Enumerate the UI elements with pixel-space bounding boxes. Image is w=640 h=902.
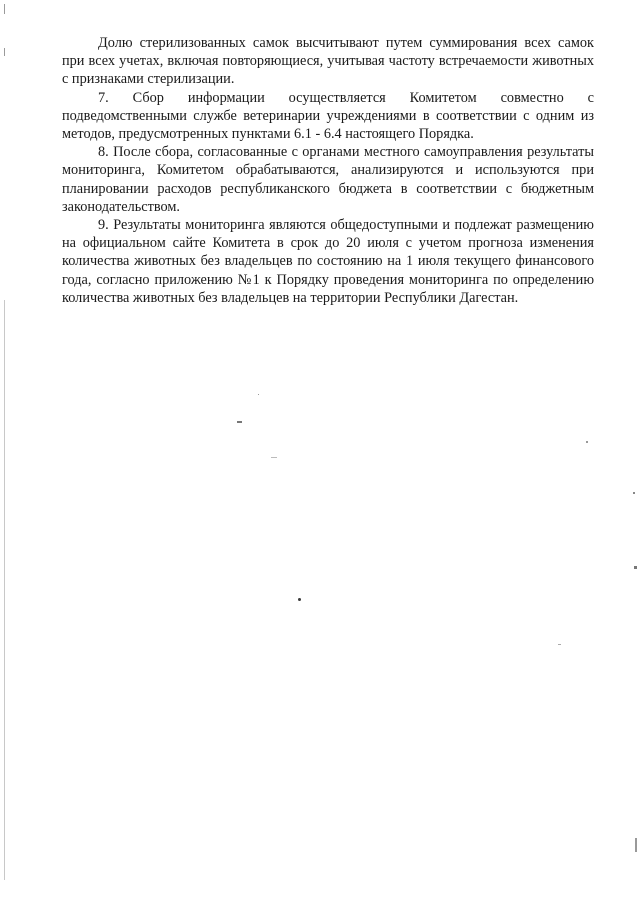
scan-edge-line (4, 48, 5, 56)
scan-speck (558, 644, 561, 645)
scan-speck (258, 394, 259, 395)
scan-speck (635, 838, 637, 852)
paragraph-item-7: 7. Сбор информации осуществляется Комитетом совместно с подведомственными службе ветеринарии учреждениями в соответствии с одним из методов, предусмотренных пунктами 6.1 - 6.4 настоящего Порядка. (62, 89, 594, 143)
scan-edge-line (4, 300, 5, 880)
scan-speck (634, 566, 637, 569)
paragraph-item-9: 9. Результаты мониторинга являются общедоступными и подлежат размещению на официальном сайте Комитета в срок до 20 июля с учетом прогноза изменения количества животных без владельцев по состоянию на 1 июля текущего финансового года, согласно приложению №1 к Порядку проведения мониторинга по определению количества животных без владельцев на территории Республики Дагестан. (62, 217, 594, 306)
scan-speck (271, 457, 277, 458)
paragraph-item-8: 8. После сбора, согласованные с органами местного самоуправления результаты мониторинга, Комитетом обрабатываются, анализируются и используются при планировании расходов республиканского бюджета в соответствии с бюджетным законодательством. (62, 144, 594, 215)
document-body (62, 34, 594, 307)
scan-edge-line (4, 4, 5, 14)
scan-speck (586, 441, 588, 443)
scan-speck (298, 598, 301, 601)
paragraph-sterilized-females: Долю стерилизованных самок высчитывают путем суммирования всех самок при всех учетах, включая повторяющиеся, учитывая частоту встречаемости животных с признаками стерилизации. (62, 35, 594, 88)
scan-speck (633, 492, 635, 494)
scan-speck (237, 421, 242, 423)
